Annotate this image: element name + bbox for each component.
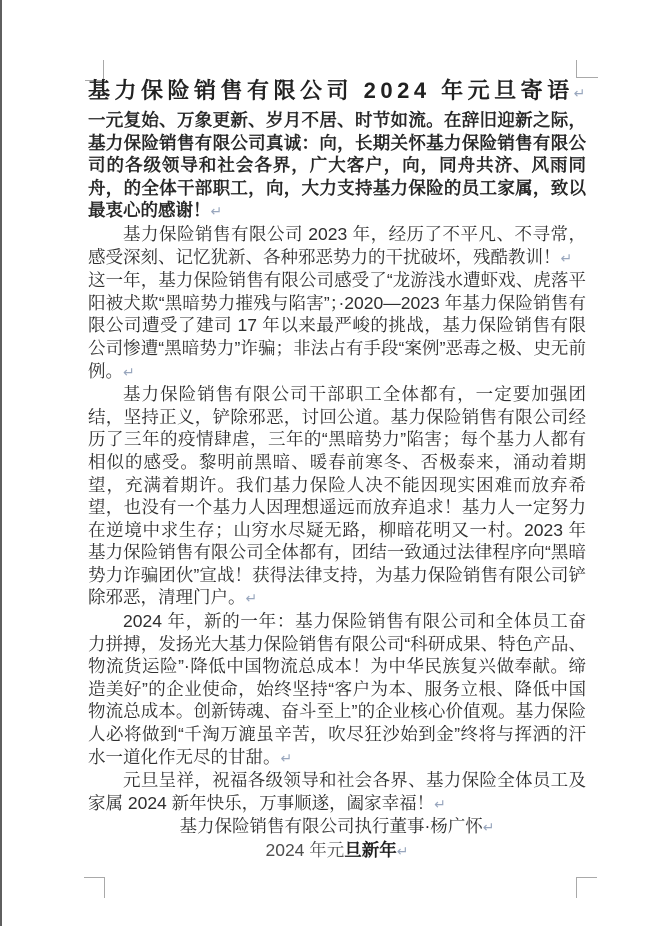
paragraph-mark-icon: ↵ [573, 85, 586, 101]
paragraph-mark-icon: ↵ [210, 203, 223, 220]
greeting-paragraph[interactable] [88, 109, 586, 223]
paragraph-text: 这一年，基力保险销售有限公司感受了“龙游浅水遭虾戏、虎落平阳被犬欺“黑暗势力摧残与陷害”；·2020—2023 年基力保险销售有限公司遭受了建司 17 年以来最严峻的挑战，基力保险销售有限公司惨遭“黑暗势力”诈骗；非法占有手段“案例”恶毒之极、史无前例。 [88, 270, 586, 381]
paragraph-text: 基力保险销售有限公司干部职工全体都有，一定要加强团结，坚持正义，铲除邪恶，讨回公道。基力保险销售有限公司经历了三年的疫情肆虐，三年的“黑暗势力”陷害；每个基力人都有相似的感受。黎明前黑暗、暖春前寒冬、否极泰来，涌动着期望，充满着期许。我们基力保险人决不能因现实困难而放弃希望，也没有一个基力人因理想遥远而放弃追求！基力人一定努力在逆境中求生存；山穷水尽疑无路，柳暗花明又一村。2023 年基力保险销售有限公司全体都有，团结一致通过法律程序向“黑暗势力诈骗团伙”宣战！获得法律支持，为基力保险销售有限公司铲除邪恶，清理门户。 [88, 384, 586, 608]
paragraph-text: 2024 年，新的一年：基力保险销售有限公司和全体员工奋力拼搏，发扬光大基力保险销售有限公司“科研成果、特色产品、物流货运险”·降低中国物流总成本！为中华民族复兴做奉献。缔造美好”的企业使命，始终坚持“客户为本、服务立根、降低中国物流总成本。创新铸魂、奋斗至上”的企业核心价值观。基力保险人必将做到“千淘万漉虽辛苦，吹尽狂沙始到金”终将与挥洒的汗水一道化作无尽的甘甜。 [88, 611, 586, 767]
paragraph-mark-icon: ↵ [280, 749, 293, 766]
date-line-regular-text: 2024 年元 [265, 840, 345, 860]
newyear-outlook-paragraph[interactable] [88, 610, 586, 769]
margin-crop-mark-bottom-right-icon [576, 877, 597, 898]
signature-line[interactable] [88, 815, 586, 839]
document-title-text: 基力保险销售有限公司 2024 年元旦寄语 [88, 78, 574, 103]
paragraph-mark-icon: ↵ [123, 363, 135, 380]
paragraph-text: 元旦呈祥，祝福各级领导和社会各界、基力保险全体员工及家属 2024 新年快乐，万事顺遂，阖家幸福！ [88, 770, 586, 813]
date-line[interactable] [88, 839, 586, 863]
unity-paragraph[interactable] [88, 383, 586, 610]
date-line-bold-text: 旦新年 [344, 840, 397, 860]
paragraph-mark-icon: ↵ [396, 843, 409, 859]
paragraph-mark-icon: ↵ [434, 795, 446, 812]
paragraph-mark-icon: ↵ [245, 590, 258, 607]
blessing-paragraph[interactable] [88, 769, 586, 815]
hardship-paragraph[interactable] [88, 269, 586, 383]
year-review-paragraph[interactable] [88, 223, 586, 269]
document-title [88, 78, 586, 106]
paragraph-text: 一元复始、万象更新、岁月不居、时节如流。在辞旧迎新之际，基力保险销售有限公司真诚：向，长期关怀基力保险销售有限公司的各级领导和社会各界，广大客户，向，同舟共济、风雨同舟，的全体干部职工，向，大力支持基力保险的员工家属，致以最衷心的感谢！ [88, 110, 586, 221]
paragraph-mark-icon: ↵ [560, 249, 573, 266]
signature-text: 基力保险销售有限公司执行董事·杨广怀 [179, 816, 483, 837]
paragraph-text: 基力保险销售有限公司 2023 年，经历了不平凡、不寻常，感受深刻、记忆犹新、各种邪恶势力的干扰破坏，残酷教训！ [88, 223, 586, 267]
margin-crop-mark-top-right-icon [576, 60, 598, 78]
document-page[interactable] [88, 78, 586, 863]
window-left-edge [0, 0, 2, 926]
margin-crop-mark-bottom-left-icon [84, 877, 105, 898]
paragraph-mark-icon: ↵ [482, 819, 495, 836]
